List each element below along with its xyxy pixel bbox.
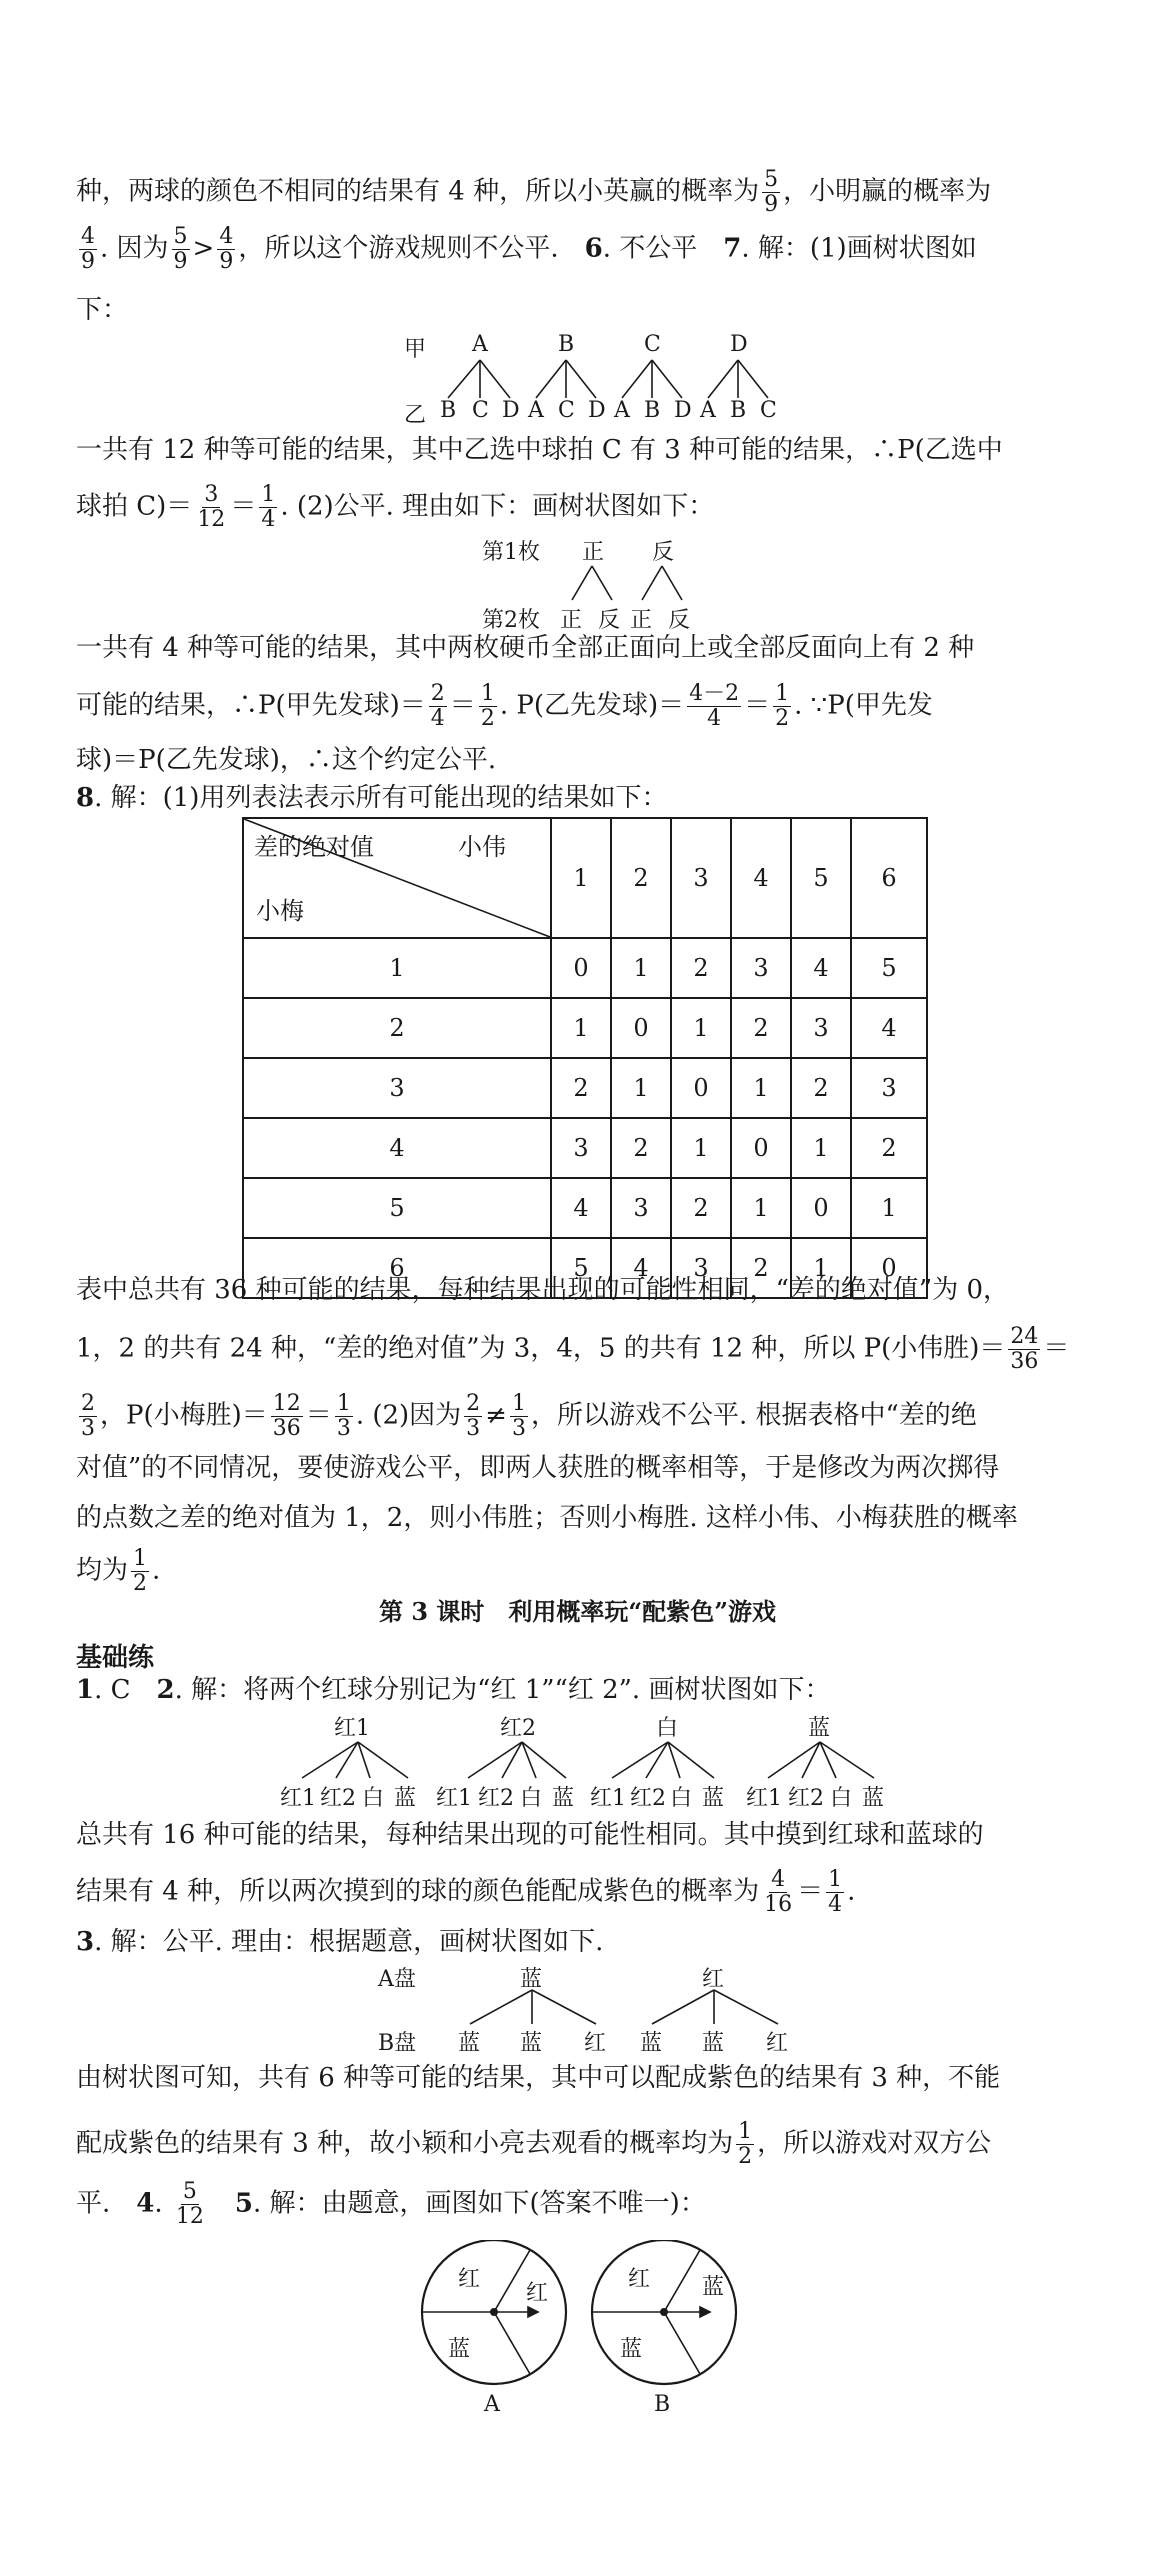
fraction: $\frac{2}{3}$ bbox=[81, 1391, 95, 1441]
text-line: 平. 4. $\frac{5}{12}$ 5. 解：由题意，画图如下(答案不唯一)： bbox=[76, 2179, 706, 2229]
table-cell: 5 bbox=[551, 1238, 611, 1298]
fraction: $\frac{24}{36}$ bbox=[1010, 1324, 1039, 1374]
fraction: $\frac{4}{16}$ bbox=[764, 1867, 793, 1917]
table-cell: 2 bbox=[731, 1238, 791, 1298]
text-line: 表中总共有 36 种可能的结果，每种结果出现的可能性相同，“差的绝对值”为 0， bbox=[76, 1275, 1010, 1305]
row-header: 1 bbox=[243, 938, 551, 998]
table-cell: 1 bbox=[551, 998, 611, 1058]
table-cell: 1 bbox=[851, 1178, 927, 1238]
spinner-sector-label: 红 bbox=[526, 2281, 549, 2306]
table-cell: 0 bbox=[551, 938, 611, 998]
text-line: 的点数之差的绝对值为 1，2，则小伟胜；否则小梅胜. 这样小伟、小梅获胜的概率 bbox=[76, 1503, 1018, 1533]
table-cell: 2 bbox=[791, 1058, 851, 1118]
table-cell: 1 bbox=[671, 998, 731, 1058]
tree-node: 蓝 bbox=[808, 1716, 831, 1741]
tree-label: 第2枚 bbox=[482, 608, 540, 633]
fraction: $\frac{1}{4}$ bbox=[261, 482, 276, 532]
spinner-sector-label: 红 bbox=[628, 2267, 651, 2292]
fraction: $\frac{4}{9}$ bbox=[219, 224, 234, 274]
fraction: $\frac{4}{9}$ bbox=[81, 224, 95, 274]
tree-node: B bbox=[558, 332, 575, 357]
text-line: 可能的结果，∴P(甲先发球)＝ $\frac{2}{4}$ ＝ $\frac{1}{2}$ . P(乙先发球)＝ $\frac{4-2}{4}$ ＝ $\frac{1}{2}$ . ∵P(甲先发 bbox=[76, 681, 933, 731]
tree-node: 红 bbox=[702, 1967, 725, 1992]
text-line: 1. C 2. 解：将两个红球分别记为“红 1”“红 2”. 画树状图如下： bbox=[76, 1675, 831, 1705]
tree-node: 正 bbox=[582, 540, 605, 565]
tree-node: C bbox=[644, 332, 661, 357]
row-header: 2 bbox=[243, 998, 551, 1058]
table-cell: 2 bbox=[671, 1178, 731, 1238]
answer-page: 种，两球的颜色不相同的结果有 4 种，所以小英赢的概率为 $\frac{5}{9}$ ，小明赢的概率为 $\frac{4}{9}$ . 因为 $\frac{5}{9}$ > $\frac{4}{9}$ ，所以这个游戏规则不公平. 6. 不公平 7. 解：(1)画树状图如 下： 甲 A B C D 乙 B C D A C D A B D A B C 一共有 12 种等可能的结果，其中乙选中球拍 C 有 3 种可能的结果，∴P(乙选中 球拍 C)＝ $\frac{3}{12}$ ＝ $\frac{1}{4}$ . (2)公平. 理由如下：画树状图如下： 第1枚 正 反 第2枚 正 反 正 反 一共有 4 种等可能的结果，其中两枚硬币全部正面向上或全部反面向上有 2 种 可能的结果，∴P(甲先发球)＝ $\frac{2}{4}$ ＝ $\frac{1}{2}$ . P(乙先发球)＝ $\frac{4-2}{4}$ ＝ $\frac{1}{2}$ . ∵P(甲先发 球)＝P(乙先发球)，∴这个约定公平. 8. 解：(1)用列表法表示所有可能出现的结果如下： 差的绝对值 小伟 小梅 1 2 3 4 5 6 1 0 1 2 3 4 5 2 1 0 1 2 3 4 3 2 1 0 1 2 3 4 3 2 1 0 1 2 5 4 3 2 1 0 1 6 5 4 3 2 1 0 表中总共有 36 种可能的结果，每种结果出现的可能性相同，“差的绝对值”为 0， 1，2 的共有 24 种，“差的绝对值”为 3，4，5 的共有 12 种，所以 P(小伟胜)＝ $\frac{24}{36}$ ＝ $\frac{2}{3}$ ，P(小梅胜)＝ $\frac{12}{36}$ ＝ $\frac{1}{3}$ . (2)因为 $\frac{2}{3}$ ≠ $\frac{1}{3}$ ，所以游戏不公平. 根据表格中“差的绝 对值”的不同情况，要使游戏公平，即两人获胜的概率相等，于是修改为两次掷得 的点数之差的绝对值为 1，2，则小伟胜；否则小梅胜. 这样小伟、小梅获胜的概率 均为 $\frac{1}{2}$ . 第 3 课时 利用概率玩“配紫色”游戏 基础练 1. C 2. 解：将两个红球分别记为“红 1”“红 2”. 画树状图如下： 红1 红2 白 蓝 红1 红2 白 蓝 红1 红2 白 蓝 红1 红2 白 蓝 红1 红2 白 蓝 总共有 16 种可能的结果，每种结果出现的可能性相同。其中摸到红球和蓝球的 结果有 4 种，所以两次摸到的球的颜色能配成紫色的概率为 $\frac{4}{16}$ ＝ $\frac{1}{4}$ . 3. 解：公平. 理由：根据题意，画树状图如下. A盘 蓝 红 B盘 蓝 蓝 红 蓝 蓝 红 由树状图可知，共有 6 种等可能的结果，其中可以配成紫色的结果有 3 种，不能 配成紫色的结果有 3 种，故小颖和小亮去观看的概率均为 $\frac{1}{2}$ ，所以游戏对双方公 平. 4. $\frac{5}{12}$ 5. 解：由题意，画图如下(答案不唯一)： 红 红 蓝 A 红 蓝 蓝 B bbox=[0, 0, 1155, 2571]
col-header: 2 bbox=[611, 818, 671, 938]
spinner-b bbox=[592, 2240, 736, 2384]
row-header: 4 bbox=[243, 1118, 551, 1178]
row-header: 3 bbox=[243, 1058, 551, 1118]
fraction: $\frac{2}{4}$ bbox=[430, 681, 445, 731]
tree-node: 红1 bbox=[334, 1716, 370, 1741]
text-line: 结果有 4 种，所以两次摸到的球的颜色能配成紫色的概率为 $\frac{4}{16}$ ＝ $\frac{1}{4}$ . bbox=[76, 1867, 856, 1917]
tree-label: 乙 bbox=[404, 403, 427, 428]
fraction: $\frac{1}{2}$ bbox=[738, 2119, 753, 2169]
text-line: 8. 解：(1)用列表法表示所有可能出现的结果如下： bbox=[76, 783, 668, 813]
text-line: 总共有 16 种可能的结果，每种结果出现的可能性相同。其中摸到红球和蓝球的 bbox=[76, 1820, 984, 1850]
table-cell: 0 bbox=[671, 1058, 731, 1118]
tree-node: 反 bbox=[652, 540, 675, 565]
table-cell: 2 bbox=[851, 1118, 927, 1178]
table-cell: 0 bbox=[611, 998, 671, 1058]
spinner-caption: A bbox=[484, 2392, 500, 2417]
table-cell: 3 bbox=[791, 998, 851, 1058]
spinner-drawings bbox=[0, 2240, 1155, 2540]
tree-label: 甲 bbox=[404, 337, 427, 362]
spinner-sector-label: 蓝 bbox=[448, 2337, 471, 2362]
fraction: $\frac{1}{4}$ bbox=[828, 1867, 843, 1917]
tree-label: 第1枚 bbox=[482, 540, 540, 565]
table-cell: 4 bbox=[611, 1238, 671, 1298]
row-header: 6 bbox=[243, 1238, 551, 1298]
tree-node: 红2 bbox=[500, 1716, 536, 1741]
table-cell: 2 bbox=[551, 1058, 611, 1118]
spinner-sector-label: 红 bbox=[458, 2267, 481, 2292]
table-corner-cell: 差的绝对值 小伟 小梅 bbox=[243, 818, 551, 938]
tree-node: 白 bbox=[656, 1716, 679, 1741]
fraction: $\frac{5}{9}$ bbox=[764, 167, 779, 217]
table-cell: 1 bbox=[791, 1118, 851, 1178]
table-cell: 1 bbox=[611, 1058, 671, 1118]
table-cell: 0 bbox=[791, 1178, 851, 1238]
fraction: $\frac{1}{2}$ bbox=[133, 1546, 148, 1596]
col-header: 4 bbox=[731, 818, 791, 938]
text-line: 对值”的不同情况，要使游戏公平，即两人获胜的概率相等，于是修改为两次掷得 bbox=[76, 1453, 1000, 1483]
fraction: $\frac{3}{12}$ bbox=[197, 482, 226, 532]
text-line: 下： bbox=[76, 295, 129, 325]
text-line: 种，两球的颜色不相同的结果有 4 种，所以小英赢的概率为 $\frac{5}{9}$ ，小明赢的概率为 bbox=[76, 167, 992, 217]
table-cell: 0 bbox=[851, 1238, 927, 1298]
text-line: 1，2 的共有 24 种，“差的绝对值”为 3，4，5 的共有 12 种，所以 P(小伟胜)＝ $\frac{24}{36}$ ＝ bbox=[76, 1324, 1070, 1374]
text-line: $\frac{4}{9}$ . 因为 $\frac{5}{9}$ > $\frac{4}{9}$ ，所以这个游戏规则不公平. 6. 不公平 7. 解：(1)画树状图如 bbox=[81, 224, 977, 274]
text-line: 由树状图可知，共有 6 种等可能的结果，其中可以配成紫色的结果有 3 种，不能 bbox=[76, 2063, 1001, 2093]
table-cell: 3 bbox=[671, 1238, 731, 1298]
section-heading: 第 3 课时 利用概率玩“配紫色”游戏 bbox=[378, 1597, 777, 1626]
fraction: $\frac{5}{12}$ bbox=[175, 2179, 204, 2229]
table-cell: 5 bbox=[851, 938, 927, 998]
text-line: 球)＝P(乙先发球)，∴这个约定公平. bbox=[76, 745, 497, 775]
subsection-title: 基础练 bbox=[76, 1643, 155, 1673]
table-cell: 0 bbox=[731, 1118, 791, 1178]
text-line: 球拍 C)＝ $\frac{3}{12}$ ＝ $\frac{1}{4}$ . (2)公平. 理由如下：画树状图如下： bbox=[76, 482, 715, 532]
table-cell: 3 bbox=[611, 1178, 671, 1238]
fraction: $\frac{2}{3}$ bbox=[466, 1391, 481, 1441]
tree-label: A盘 bbox=[378, 1967, 416, 1992]
spinner-sector-label: 蓝 bbox=[620, 2337, 643, 2362]
text-line: 一共有 4 种等可能的结果，其中两枚硬币全部正面向上或全部反面向上有 2 种 bbox=[76, 633, 975, 663]
col-header: 5 bbox=[791, 818, 851, 938]
table-cell: 2 bbox=[611, 1118, 671, 1178]
table-cell: 1 bbox=[791, 1238, 851, 1298]
table-cell: 1 bbox=[731, 1058, 791, 1118]
text-line: 配成紫色的结果有 3 种，故小颖和小亮去观看的概率均为 $\frac{1}{2}$ ，所以游戏对双方公 bbox=[76, 2119, 992, 2169]
table-cell: 4 bbox=[851, 998, 927, 1058]
spinner-caption: B bbox=[654, 2392, 671, 2417]
fraction: $\frac{1}{2}$ bbox=[480, 681, 495, 731]
table-cell: 3 bbox=[851, 1058, 927, 1118]
table-cell: 3 bbox=[551, 1118, 611, 1178]
table-cell: 3 bbox=[731, 938, 791, 998]
table-cell: 1 bbox=[611, 938, 671, 998]
table-cell: 1 bbox=[731, 1178, 791, 1238]
text-line: $\frac{2}{3}$ ，P(小梅胜)＝ $\frac{12}{36}$ ＝ $\frac{1}{3}$ . (2)因为 $\frac{2}{3}$ ≠ $\frac{1}{3}$ ，所以游戏不公平. 根据表格中“差的绝 bbox=[81, 1391, 977, 1441]
table-cell: 1 bbox=[671, 1118, 731, 1178]
tree-label: B盘 bbox=[378, 2031, 417, 2056]
fraction: $\frac{1}{3}$ bbox=[511, 1391, 526, 1441]
table-cell: 4 bbox=[791, 938, 851, 998]
row-header: 5 bbox=[243, 1178, 551, 1238]
col-header: 6 bbox=[851, 818, 927, 938]
col-header: 1 bbox=[551, 818, 611, 938]
table-cell: 4 bbox=[551, 1178, 611, 1238]
text-line: 均为 $\frac{1}{2}$ . bbox=[76, 1546, 161, 1596]
fraction: $\frac{5}{9}$ bbox=[173, 224, 188, 274]
table-cell: 2 bbox=[731, 998, 791, 1058]
col-header: 3 bbox=[671, 818, 731, 938]
text-line: 3. 解：公平. 理由：根据题意，画树状图如下. bbox=[76, 1927, 604, 1957]
fraction: $\frac{4-2}{4}$ bbox=[689, 681, 740, 731]
fraction: $\frac{1}{2}$ bbox=[775, 681, 790, 731]
fraction: $\frac{12}{36}$ bbox=[272, 1391, 301, 1441]
table-cell: 2 bbox=[671, 938, 731, 998]
spinner-sector-label: 蓝 bbox=[702, 2275, 725, 2300]
tree-node: 蓝 bbox=[520, 1967, 543, 1992]
text-line: 一共有 12 种等可能的结果，其中乙选中球拍 C 有 3 种可能的结果，∴P(乙选中 bbox=[76, 435, 1003, 465]
spinner-a bbox=[422, 2240, 566, 2384]
fraction: $\frac{1}{3}$ bbox=[336, 1391, 351, 1441]
tree-node: A bbox=[472, 332, 488, 357]
tree-node: D bbox=[730, 332, 748, 357]
